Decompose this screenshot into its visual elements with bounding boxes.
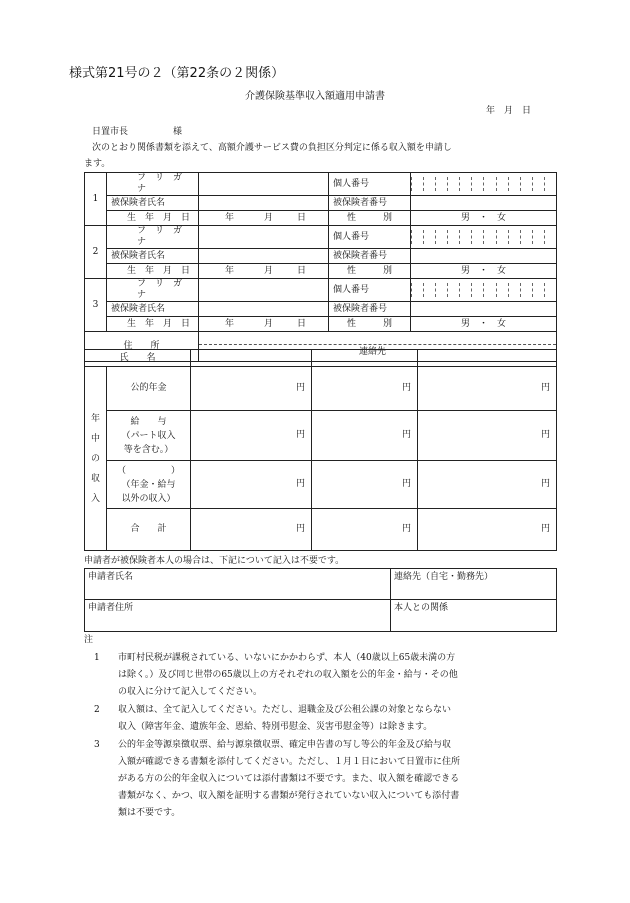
- dob-label: 生 年 月 日: [107, 211, 199, 226]
- insured-number-label: 被保険者番号: [329, 196, 411, 211]
- furigana-field[interactable]: [199, 226, 329, 249]
- insured-table: [84, 172, 557, 362]
- income-name-field[interactable]: [191, 350, 312, 367]
- total-amount[interactable]: 円: [312, 509, 418, 551]
- insured-row-number: 3: [85, 279, 107, 332]
- dob-year: 年: [225, 212, 235, 223]
- insured-name-field[interactable]: [199, 302, 329, 317]
- furigana-field[interactable]: [199, 173, 329, 196]
- dob-year: 年: [225, 265, 235, 276]
- salary-amount[interactable]: 円: [312, 411, 418, 461]
- insured-number-field[interactable]: [411, 302, 557, 317]
- applicant-table: [84, 568, 557, 632]
- applicant-name-label: 申請者氏名: [88, 572, 134, 582]
- notes-list: [94, 650, 564, 823]
- dob-day: 日: [297, 318, 307, 329]
- insured-name-field[interactable]: [199, 249, 329, 264]
- insured-number-label: 被保険者番号: [329, 302, 411, 317]
- intro-text-cont: ます。: [84, 159, 111, 169]
- other-income-label: （ ） （年金・給与 以外の収入）: [107, 461, 191, 509]
- note-item: 1 市町村民税が課税されている、いないにかかわらず、本人（40歳以上65歳未満の方 は除く。）及び同じ世帯の65歳以上の方それぞれの収入額を公的年金・給与・その他 の収入に分けて記入してください。: [94, 653, 458, 697]
- applicant-contact-field[interactable]: [391, 569, 557, 600]
- dob-year: 年: [225, 318, 235, 329]
- notes-heading: 注: [84, 635, 94, 645]
- insured-number-field[interactable]: [411, 249, 557, 264]
- total-amount[interactable]: 円: [418, 509, 557, 551]
- addressee: 日置市長 様: [92, 127, 183, 137]
- sex-options[interactable]: 男 ・ 女: [411, 211, 557, 226]
- dob-month: 月: [264, 265, 274, 276]
- annual-income-label: 年 中 の 収 入: [85, 367, 107, 551]
- other-income-amount[interactable]: 円: [312, 461, 418, 509]
- insured-name-label: 被保険者氏名: [107, 249, 199, 264]
- sex-options[interactable]: 男 ・ 女: [411, 317, 557, 332]
- dob-day: 日: [297, 212, 307, 223]
- note-item: 2 収入額は、全て記入してください。ただし、退職金及び公租公課の対象とならない 収入（障害年金、遺族年金、恩給、特別弔慰金、災害弔慰金等）は除きます。: [94, 705, 452, 732]
- dob-label: 生 年 月 日: [107, 317, 199, 332]
- applicant-address-field[interactable]: [85, 600, 391, 632]
- insured-number-field[interactable]: [411, 196, 557, 211]
- public-pension-amount[interactable]: 円: [312, 367, 418, 411]
- application-date: 年 月 日: [486, 106, 532, 116]
- relationship-field[interactable]: [391, 600, 557, 632]
- income-name-field[interactable]: [418, 350, 557, 367]
- income-table: [84, 349, 557, 551]
- dob-label: 生 年 月 日: [107, 264, 199, 279]
- relationship-label: 本人との関係: [394, 603, 449, 613]
- furigana-label: フ リ ガ ナ: [107, 173, 199, 196]
- personal-number-label: 個人番号: [329, 173, 411, 196]
- applicant-contact-label: 連絡先（自宅・勤務先）: [394, 572, 494, 582]
- sex-options[interactable]: 男 ・ 女: [411, 264, 557, 279]
- sex-label: 性 別: [329, 317, 411, 332]
- insured-name-label: 被保険者氏名: [107, 196, 199, 211]
- personal-number-label: 個人番号: [329, 279, 411, 302]
- dob-field[interactable]: [199, 264, 329, 279]
- furigana-field[interactable]: [199, 279, 329, 302]
- dob-day: 日: [297, 265, 307, 276]
- personal-number-boxes[interactable]: [411, 230, 556, 244]
- total-label: 合 計: [107, 509, 191, 551]
- personal-number-boxes[interactable]: [411, 283, 556, 297]
- insured-number-label: 被保険者番号: [329, 249, 411, 264]
- dob-month: 月: [264, 212, 274, 223]
- personal-number-boxes[interactable]: [411, 177, 556, 191]
- public-pension-amount[interactable]: 円: [418, 367, 557, 411]
- salary-amount[interactable]: 円: [191, 411, 312, 461]
- applicant-name-field[interactable]: [85, 569, 391, 600]
- note-item: 3 公的年金等源泉徴収票、給与源泉徴収票、確定申告書の写し等公的年金及び給与収 入額が確認できる書類を添付してください。ただし、１月１日において日置市に住所 がある方の公的年金収入については添付書類は不要です。また、収入額を確認できる 書類がなく、かつ、収入額を証明する書類が発行されていない収入についても添付書 類は不要です。: [94, 740, 461, 818]
- intro-text: 次のとおり関係書類を添えて、高額介護サービス費の負担区分判定に係る収入額を申請し: [92, 143, 452, 153]
- public-pension-amount[interactable]: 円: [191, 367, 312, 411]
- dob-field[interactable]: [199, 211, 329, 226]
- insured-row-number: 1: [85, 173, 107, 226]
- salary-label: 給 与 （パート収入 等を含む。）: [107, 411, 191, 461]
- personal-number-label: 個人番号: [329, 226, 411, 249]
- page-title: 介護保険基準収入額適用申請書: [245, 91, 385, 102]
- address-label: 住 所: [85, 332, 199, 362]
- applicant-address-label: 申請者住所: [88, 603, 134, 613]
- dob-field[interactable]: [199, 317, 329, 332]
- other-income-amount[interactable]: 円: [418, 461, 557, 509]
- dob-month: 月: [264, 318, 274, 329]
- applicant-notice: 申請者が被保険者本人の場合は、下記について記入は不要です。: [84, 556, 345, 566]
- sex-label: 性 別: [329, 211, 411, 226]
- other-income-amount[interactable]: 円: [191, 461, 312, 509]
- contact-label: 連絡先: [359, 346, 387, 357]
- total-amount[interactable]: 円: [191, 509, 312, 551]
- income-name-field[interactable]: [312, 350, 418, 367]
- furigana-label: フ リ ガ ナ: [107, 279, 199, 302]
- furigana-label: フ リ ガ ナ: [107, 226, 199, 249]
- insured-name-label: 被保険者氏名: [107, 302, 199, 317]
- salary-amount[interactable]: 円: [418, 411, 557, 461]
- insured-name-field[interactable]: [199, 196, 329, 211]
- insured-row-number: 2: [85, 226, 107, 279]
- public-pension-label: 公的年金: [107, 367, 191, 411]
- sex-label: 性 別: [329, 264, 411, 279]
- income-name-label: 氏 名: [85, 350, 191, 367]
- form-number: 様式第21号の２（第22条の２関係）: [69, 66, 285, 81]
